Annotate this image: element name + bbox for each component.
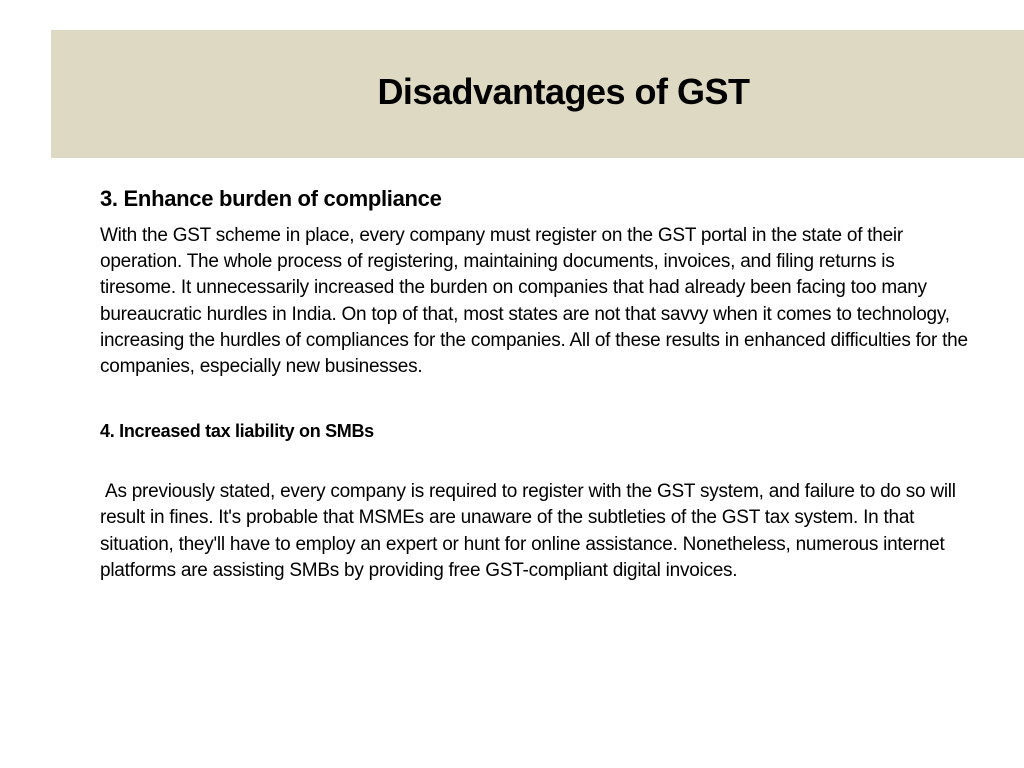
- section-3-heading: 3. Enhance burden of compliance: [100, 186, 442, 211]
- title-band: [51, 30, 1024, 158]
- slide-content: [100, 183, 972, 584]
- section-4-body: As previously stated, every company is required to register with the GST system, and failure to do so will result in fines. It's probable that MSMEs are unaware of the subtleties of the GST tax system. In that situation, they'll have to employ an expert or hunt for online assistance. Nonetheless, numerous internet platforms are assisting SMBs by providing free GST-compliant digital invoices.: [100, 481, 961, 581]
- section-4-heading: 4. Increased tax liability on SMBs: [100, 421, 374, 442]
- slide-title: Disadvantages of GST: [377, 71, 750, 112]
- section-3-body: With the GST scheme in place, every company must register on the GST portal in the state of their operation. The whole process of registering, maintaining documents, invoices, and filing returns is tiresome. It unnecessarily increased the burden on companies that had already been facing too many bureaucratic hurdles in India. On top of that, most states are not that savvy when it comes to technology, increasing the hurdles of compliances for the companies. All of these results in enhanced difficulties for the companies, especially new businesses.: [100, 225, 968, 378]
